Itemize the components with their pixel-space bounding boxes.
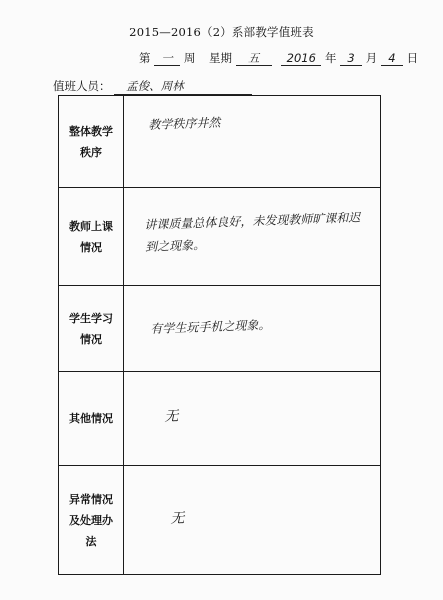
year-value: 2016: [281, 51, 321, 66]
handwritten-note: 有学生玩手机之现象。: [150, 317, 271, 336]
row-label: 其他情况: [59, 372, 124, 466]
week-value: 一: [154, 51, 180, 66]
week-suffix: 周: [183, 51, 196, 65]
row-content: [124, 96, 381, 188]
month-unit: 月: [365, 51, 378, 65]
table-row: [59, 466, 381, 575]
row-label: 异常情况及处理办法: [59, 466, 124, 575]
row-label: 学生学习情况: [59, 286, 124, 372]
duty-line: [53, 78, 252, 95]
table-row: [59, 372, 381, 466]
day-value: 4: [381, 51, 403, 66]
weekday-label: 星期: [208, 51, 232, 65]
row-content: [124, 466, 381, 575]
row-content: [124, 286, 381, 372]
duty-table: [58, 95, 381, 575]
weekday-value: 五: [236, 51, 272, 66]
page-title: 2015—2016（2）系部教学值班表: [129, 25, 314, 39]
row-label: 整体教学秩序: [59, 96, 124, 188]
handwritten-note: 无: [170, 510, 185, 527]
month-value: 3: [340, 51, 362, 66]
row-content: [124, 372, 381, 466]
duty-names: 孟俊、周林: [114, 78, 252, 95]
duty-label: 值班人员：: [53, 79, 111, 93]
table-row: [59, 96, 381, 188]
table-row: [59, 188, 381, 286]
table-row: [59, 286, 381, 372]
year-unit: 年: [324, 51, 337, 65]
day-unit: 日: [406, 51, 419, 65]
handwritten-note: 无: [164, 408, 179, 425]
week-prefix: 第: [139, 51, 151, 65]
date-line: [139, 50, 418, 66]
row-content: [124, 188, 381, 286]
handwritten-note: 讲课质量总体良好，未发现教师旷课和迟到之现象。: [144, 210, 361, 254]
handwritten-note: 教学秩序井然: [148, 115, 221, 132]
row-label: 教师上课情况: [59, 188, 124, 286]
